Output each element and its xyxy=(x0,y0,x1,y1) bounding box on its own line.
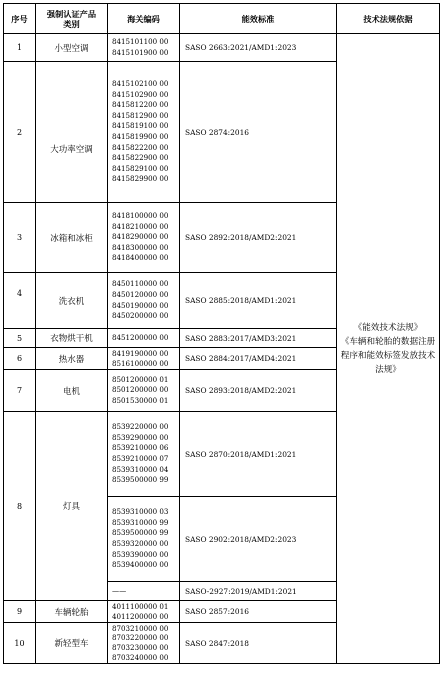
hs-code: 8415102900 00 xyxy=(112,89,169,99)
hs-code-cell xyxy=(108,582,180,601)
standard-cell: SASO 2892:2018/AMD2:2021 xyxy=(180,203,337,273)
tech-basis-cell xyxy=(337,34,440,664)
standard-cell: SASO 2885:2018/AMD1:2021 xyxy=(180,273,337,329)
header-seq: 序号 xyxy=(4,4,36,34)
category-cell: 衣物烘干机 xyxy=(36,329,108,348)
hs-code: 8450120000 00 xyxy=(112,289,169,299)
hs-code-cell xyxy=(108,62,180,203)
standard-cell: SASO 2902:2018/AMD2:2023 xyxy=(180,497,337,582)
hs-code: 8415822900 00 xyxy=(112,153,169,163)
hs-code: 8539320000 00 xyxy=(112,539,169,548)
hs-code-cell xyxy=(108,370,180,412)
hs-code: 8539210000 07 xyxy=(112,454,169,463)
hs-code: 8703230000 00 xyxy=(112,643,169,652)
hs-code: 8415819100 00 xyxy=(112,121,169,131)
hs-code: 8539310000 99 xyxy=(112,517,169,527)
standard-cell: SASO-2927:2019/AMD1:2021 xyxy=(180,582,337,601)
hs-code: 8703210000 00 xyxy=(112,623,169,633)
hs-code: 8451200000 00 xyxy=(112,332,169,342)
category-cell: 热水器 xyxy=(36,348,108,370)
header-standard: 能效标准 xyxy=(180,4,337,34)
hs-code: 4011100000 01 xyxy=(112,602,169,611)
hs-code: 8415102100 00 xyxy=(112,79,169,89)
category-cell: 大功率空调 xyxy=(36,62,108,203)
standard-cell: SASO 2847:2018 xyxy=(180,623,337,664)
seq-cell: 6 xyxy=(4,348,36,370)
hs-code: 8415829100 00 xyxy=(112,163,169,173)
hs-code: 8539290000 00 xyxy=(112,432,169,442)
seq-cell: 1 xyxy=(4,34,36,62)
hs-code: 8703240000 00 xyxy=(112,652,169,662)
category-cell: 小型空调 xyxy=(36,34,108,62)
seq-cell: 9 xyxy=(4,601,36,623)
seq-cell: 5 xyxy=(4,329,36,348)
category-cell: 电机 xyxy=(36,370,108,412)
hs-code: 8419190000 00 xyxy=(112,349,169,358)
hs-code: 8418210000 00 xyxy=(112,221,169,231)
hs-code-cell xyxy=(108,273,180,329)
header-tech-basis: 技术法规依据 xyxy=(337,4,440,34)
hs-code-cell xyxy=(108,497,180,582)
table-row xyxy=(4,34,440,62)
hs-code: 8415812900 00 xyxy=(112,110,169,120)
header-category: 强制认证产品类别 xyxy=(36,4,108,34)
hs-code: 8415101100 00 xyxy=(112,36,169,46)
hs-code: 8418100000 00 xyxy=(112,211,169,221)
hs-code: 8501200000 00 xyxy=(112,385,169,395)
hs-code: 8415822200 00 xyxy=(112,142,169,152)
standard-cell: SASO 2663:2021/AMD1:2023 xyxy=(180,34,337,62)
hs-code: —— xyxy=(112,585,127,595)
hs-code: 8418400000 00 xyxy=(112,253,169,263)
tech-basis-line: 《能效技术法规》 xyxy=(353,322,423,333)
hs-code: 8539400000 00 xyxy=(112,560,169,570)
hs-code-cell xyxy=(108,329,180,348)
hs-code-cell xyxy=(108,623,180,664)
hs-code-cell xyxy=(108,601,180,623)
category-cell: 新轻型车 xyxy=(36,623,108,664)
hs-code: 8415829900 00 xyxy=(112,174,169,184)
hs-code: 8516100000 00 xyxy=(112,358,169,368)
seq-cell: 8 xyxy=(4,412,36,601)
hs-code: 8415819900 00 xyxy=(112,132,169,141)
hs-code: 8450200000 00 xyxy=(112,311,169,321)
hs-code-cell xyxy=(108,34,180,62)
hs-code: 8418290000 00 xyxy=(112,232,169,242)
hs-code-cell xyxy=(108,348,180,370)
hs-code: 8418300000 00 xyxy=(112,242,169,252)
header-hs-code: 海关编码 xyxy=(108,4,180,34)
standard-cell: SASO 2883:2017/AMD3:2021 xyxy=(180,329,337,348)
category-cell: 灯具 xyxy=(36,412,108,601)
hs-code: 8539210000 06 xyxy=(112,443,169,453)
hs-code-cell xyxy=(108,203,180,273)
category-cell: 洗衣机 xyxy=(36,273,108,329)
hs-code: 8415812200 00 xyxy=(112,100,169,110)
hs-code: 8539220000 00 xyxy=(112,422,169,432)
standard-cell: SASO 2857:2016 xyxy=(180,601,337,623)
standard-cell: SASO 2884:2017/AMD4:2021 xyxy=(180,348,337,370)
hs-code: 8450110000 00 xyxy=(112,279,169,289)
hs-code: 8450190000 00 xyxy=(112,300,169,310)
seq-cell: 7 xyxy=(4,370,36,412)
hs-code: 8539500000 99 xyxy=(112,528,169,538)
hs-code: 8415101900 00 xyxy=(112,47,169,57)
tech-basis-line: 《车辆和轮胎的数据注册程序和能效标签发放技术法规》 xyxy=(340,336,436,375)
seq-cell: 10 xyxy=(4,623,36,664)
certification-table xyxy=(3,3,440,664)
seq-cell: 2 xyxy=(4,62,36,203)
document xyxy=(3,3,440,664)
hs-code: 8539310000 04 xyxy=(112,464,169,474)
standard-cell: SASO 2870:2018/AMD1:2021 xyxy=(180,412,337,497)
header-row xyxy=(4,4,440,34)
hs-code: 8539500000 99 xyxy=(112,475,169,485)
hs-code: 8501530000 01 xyxy=(112,395,169,405)
hs-code: 8539310000 03 xyxy=(112,507,169,517)
hs-code: 4011200000 00 xyxy=(112,611,169,621)
hs-code-cell xyxy=(108,412,180,497)
standard-cell: SASO 2874:2016 xyxy=(180,62,337,203)
hs-code: 8539390000 00 xyxy=(112,549,169,559)
category-cell: 车辆轮胎 xyxy=(36,601,108,623)
standard-cell: SASO 2893:2018/AMD2:2021 xyxy=(180,370,337,412)
hs-code: 8703220000 00 xyxy=(112,633,169,643)
seq-cell: 3 xyxy=(4,203,36,273)
category-cell: 冰箱和冰柜 xyxy=(36,203,108,273)
seq-cell: 4 xyxy=(4,273,36,329)
hs-code: 8501200000 01 xyxy=(112,374,169,384)
